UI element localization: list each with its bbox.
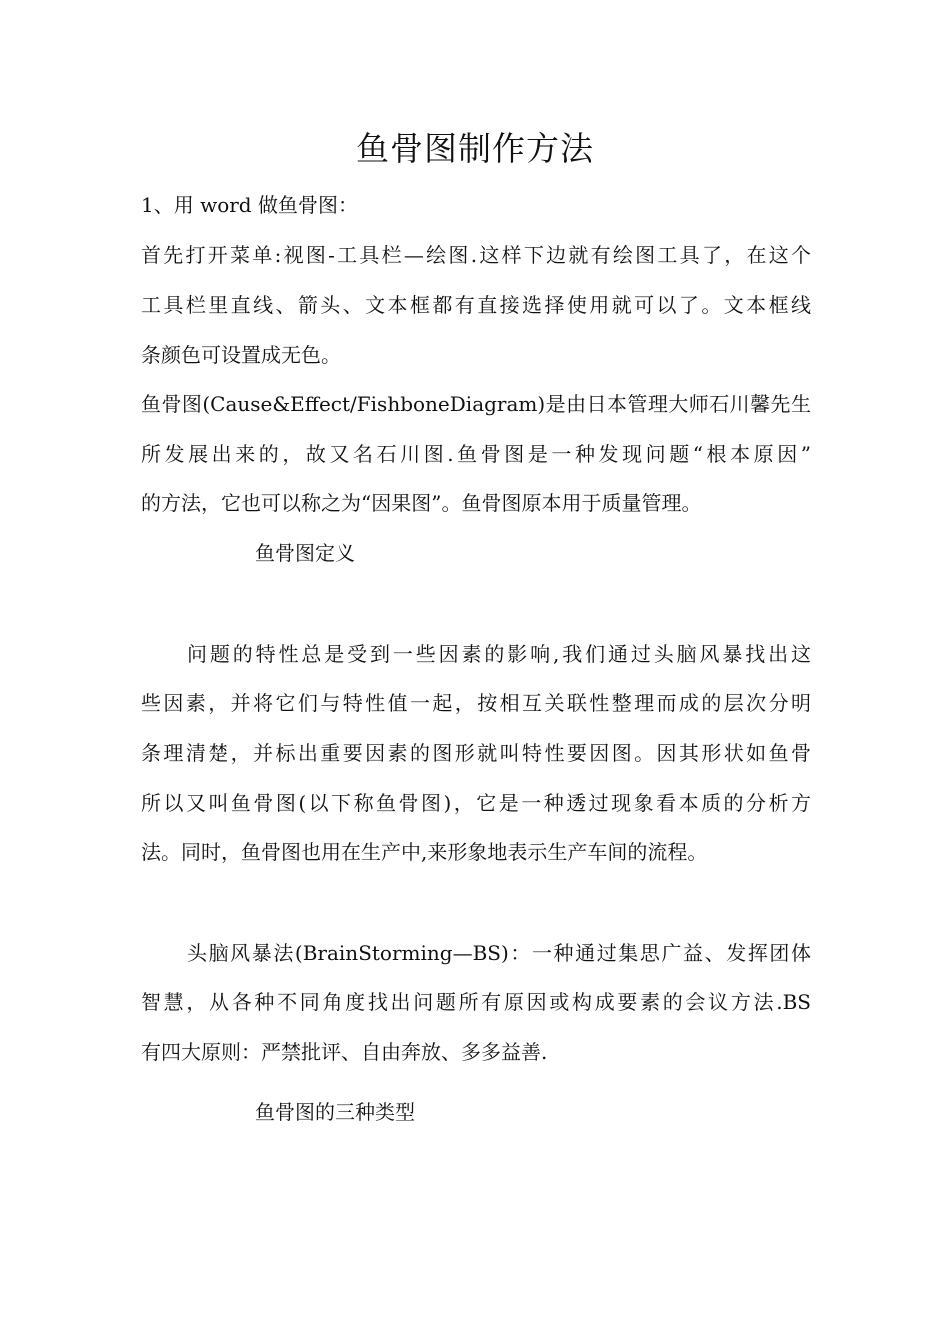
section-heading: 1、用 word 做鱼骨图： [141,193,358,217]
paragraph-line: 的方法，它也可以称之为“因果图”。鱼骨图原本用于质量管理。 [141,491,702,515]
paragraph-line: 头脑风暴法(BrainStorming—BS)：一种通过集思广益、发挥团体 [187,941,811,965]
subheading-types: 鱼骨图的三种类型 [255,1100,415,1124]
paragraph-line: 所以又叫鱼骨图(以下称鱼骨图)，它是一种透过现象看本质的分析方 [141,791,811,815]
paragraph-line: 鱼骨图(Cause&Effect/FishboneDiagram)是由日本管理大师石川馨先生 [141,392,811,416]
paragraph-line: 问题的特性总是受到一些因素的影响,我们通过头脑风暴找出这 [187,642,811,666]
paragraph-line: 法。同时，鱼骨图也用在生产中,来形象地表示生产车间的流程。 [141,840,708,864]
paragraph-line: 首先打开菜单:视图-工具栏—绘图.这样下边就有绘图工具了，在这个 [141,243,811,267]
subheading-definition: 鱼骨图定义 [255,541,355,565]
paragraph-line: 些因素，并将它们与特性值一起，按相互关联性整理而成的层次分明 [141,691,811,715]
paragraph-line: 有四大原则：严禁批评、自由奔放、多多益善. [141,1040,548,1064]
paragraph-line: 条理清楚，并标出重要因素的图形就叫特性要因图。因其形状如鱼骨 [141,741,811,765]
paragraph-line: 所发展出来的，故又名石川图.鱼骨图是一种发现问题“根本原因” [141,442,811,466]
paragraph-line: 条颜色可设置成无色。 [141,343,341,367]
paragraph-line: 工具栏里直线、箭头、文本框都有直接选择使用就可以了。文本框线 [141,293,811,317]
paragraph-line: 智慧，从各种不同角度找出问题所有原因或构成要素的会议方法.BS [141,990,811,1014]
document-title: 鱼骨图制作方法 [356,129,594,168]
